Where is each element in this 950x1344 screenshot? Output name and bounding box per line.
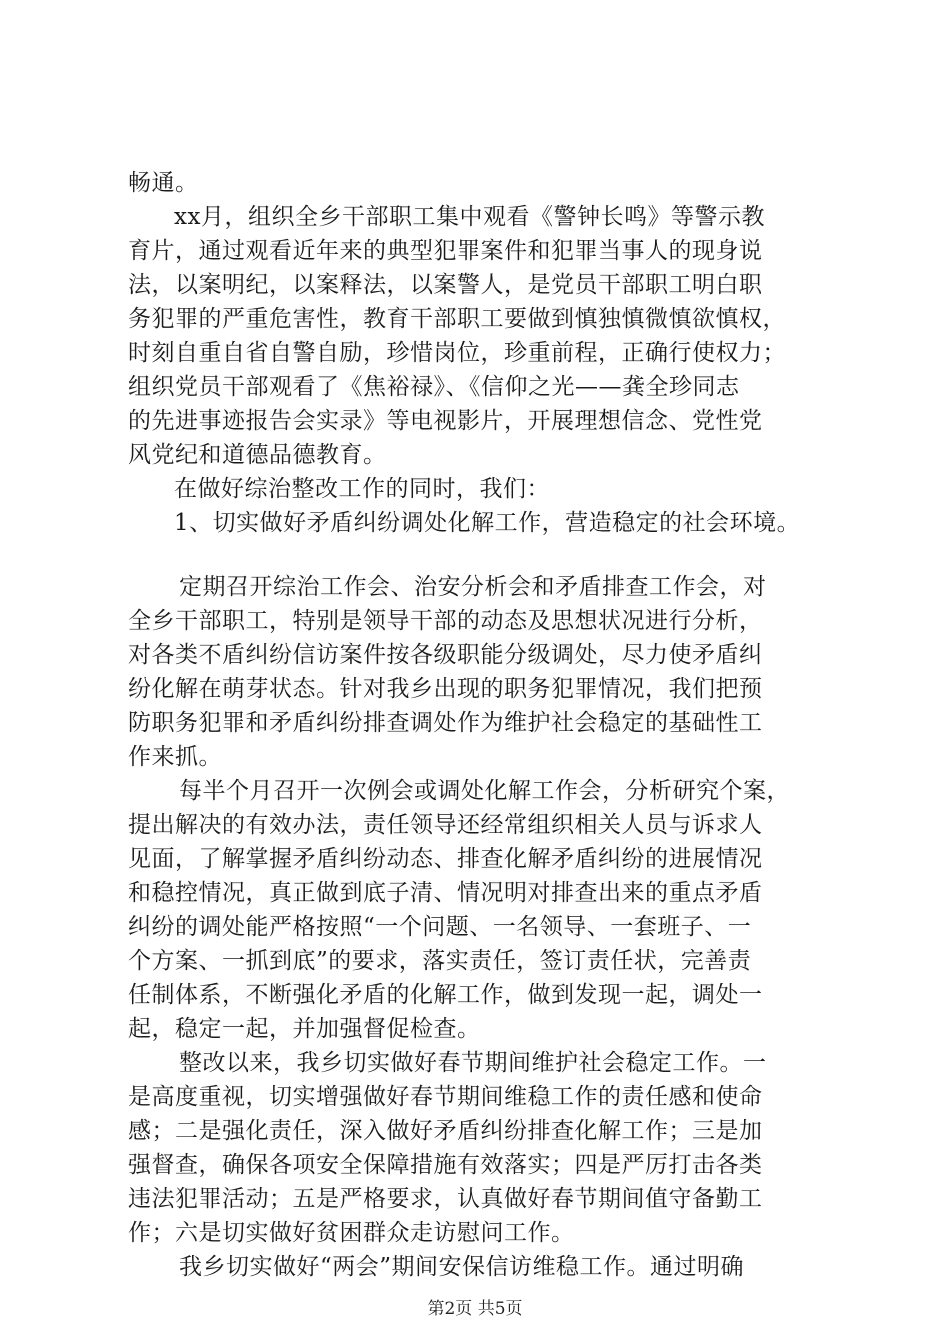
text-line: 违法犯罪活动；五是严格要求，认真做好春节期间值守备勤工 <box>128 1186 763 1212</box>
text-line: 任制体系，不断强化矛盾的化解工作，做到发现一起，调处一 <box>128 982 763 1008</box>
paragraph-gap <box>128 540 848 570</box>
text-line: 作来抓。 <box>128 744 222 770</box>
text-line: 畅通。 <box>128 170 199 196</box>
text-line: 定期召开综治工作会、治安分析会和矛盾排查工作会，对 <box>179 574 767 600</box>
text-line: 全乡干部职工，特别是领导干部的动态及思想状况进行分析， <box>128 608 763 634</box>
text-line: 时刻自重自省自警自励，珍惜岗位，珍重前程，正确行使权力； <box>128 340 786 366</box>
page-footer <box>0 1298 950 1320</box>
text-line: 对各类不盾纠纷信访案件按各级职能分级调处，尽力使矛盾纠 <box>128 642 763 668</box>
document-body <box>128 166 848 1284</box>
text-line: 的先进事迹报告会实录》等电视影片，开展理想信念、党性党 <box>128 408 763 434</box>
text-line: 风党纪和道德品德教育。 <box>128 442 387 468</box>
text-line: 见面，了解掌握矛盾纠纷动态、排查化解矛盾纠纷的进展情况 <box>128 846 763 872</box>
text-line: 纷化解在萌芽状态。针对我乡出现的职务犯罪情况，我们把预 <box>128 676 763 702</box>
text-line: 法，以案明纪，以案释法，以案警人，是党员干部职工明白职 <box>128 272 763 298</box>
text-line: 个方案、一抓到底”的要求，落实责任，签订责任状，完善责 <box>128 948 752 974</box>
text-line: 作；六是切实做好贫困群众走访慰问工作。 <box>128 1220 575 1246</box>
text-line: 我乡切实做好“两会”期间安保信访维稳工作。通过明确 <box>179 1254 745 1280</box>
text-line: 在做好综治整改工作的同时，我们： <box>174 476 550 502</box>
text-line: 是高度重视，切实增强做好春节期间维稳工作的责任感和使命 <box>128 1084 763 1110</box>
text-line: 整改以来，我乡切实做好春节期间维护社会稳定工作。一 <box>179 1050 767 1076</box>
text-line: xx月，组织全乡干部职工集中观看《警钟长鸣》等警示教 <box>174 204 765 230</box>
text-line: 强督查，确保各项安全保障措施有效落实；四是严厉打击各类 <box>128 1152 763 1178</box>
text-line: 组织党员干部观看了《焦裕禄》、《信仰之光——龚全珍同志 <box>128 374 740 400</box>
text-line: 感；二是强化责任，深入做好矛盾纠纷排查化解工作；三是加 <box>128 1118 763 1144</box>
text-line: 起，稳定一起，并加强督促检查。 <box>128 1016 481 1042</box>
text-line: 每半个月召开一次例会或调处化解工作会，分析研究个案， <box>179 778 790 804</box>
text-line: 和稳控情况，真正做到底子清、情况明对排查出来的重点矛盾 <box>128 880 763 906</box>
text-line: 育片，通过观看近年来的典型犯罪案件和犯罪当事人的现身说 <box>128 238 763 264</box>
text-line: 防职务犯罪和矛盾纠纷排查调处作为维护社会稳定的基础性工 <box>128 710 763 736</box>
text-line: 纠纷的调处能严格按照“一个问题、一名领导、一套班子、一 <box>128 914 752 940</box>
text-line: 提出解决的有效办法，责任领导还经常组织相关人员与诉求人 <box>128 812 763 838</box>
section-heading: 1、切实做好矛盾纠纷调处化解工作，营造稳定的社会环境。 <box>174 510 801 536</box>
page-number: 第2页 共5页 <box>427 1299 523 1319</box>
text-line: 务犯罪的严重危害性，教育干部职工要做到慎独慎微慎欲慎权， <box>128 306 786 332</box>
